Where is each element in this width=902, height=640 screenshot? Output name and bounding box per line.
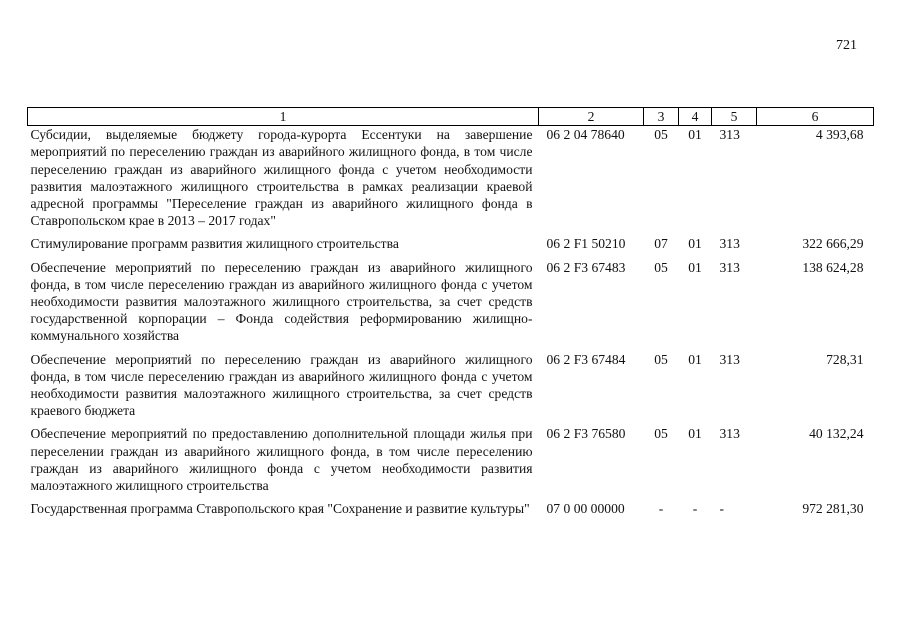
row-col4: 01: [688, 127, 702, 143]
row-col4: -: [692, 501, 698, 517]
table-row: [28, 425, 874, 500]
row-amount: 40 132,24: [809, 426, 864, 442]
row-col5: 313: [719, 351, 740, 367]
row-col3: 05: [654, 351, 668, 367]
row-col3: -: [658, 501, 664, 517]
column-header-1: 1: [28, 108, 539, 126]
row-col5: -: [719, 501, 725, 517]
row-name: Стимулирование программ развития жилищного строительства: [30, 236, 399, 252]
table-row: [28, 351, 874, 426]
row-col5: 313: [719, 426, 740, 442]
row-amount: 4 393,68: [815, 127, 864, 143]
row-col5: 313: [719, 236, 740, 252]
row-col4: 01: [688, 236, 702, 252]
row-amount: 972 281,30: [802, 501, 864, 517]
row-code: 06 2 04 78640: [546, 127, 625, 143]
table-row: [28, 235, 874, 258]
table-row: [28, 259, 874, 351]
column-header-5: 5: [712, 108, 757, 126]
row-name: Субсидии, выделяемые бюджету города-курорта Ессентуки на завершение мероприятий по переселению граждан из аварийного жилищного фонда, в том числе переселению граждан из аварийного жилищного фонда с учетом необходимости развития малоэтажного жилищного строительства в рамках реализации краевой адресной программы "Переселение граждан из аварийного жилищного фонда в Ставропольском крае в 2013 – 2017 годах": [30, 127, 533, 229]
row-col4: 01: [688, 259, 702, 275]
row-col3: 05: [654, 426, 668, 442]
row-amount: 138 624,28: [802, 259, 864, 275]
table-row: [28, 126, 874, 236]
row-code: 06 2 F3 67484: [546, 351, 626, 367]
column-header-4: 4: [679, 108, 712, 126]
row-name: Обеспечение мероприятий по переселению граждан из аварийного жилищного фонда, в том числе переселению граждан из аварийного жилищного фонда с учетом необходимости развития малоэтажного жилищного строительства, за счет средств государственной корпорации – Фонда содействия реформированию жилищно-коммунального хозяйства: [30, 259, 533, 344]
column-header-2: 2: [539, 108, 644, 126]
budget-table: [27, 107, 874, 523]
row-col3: 05: [654, 259, 668, 275]
column-header-3: 3: [644, 108, 679, 126]
row-col5: 313: [719, 259, 740, 275]
row-name: Обеспечение мероприятий по переселению граждан из аварийного жилищного фонда, в том числе переселению граждан из аварийного жилищного фонда с учетом необходимости развития малоэтажного жилищного строительства, за счет средств краевого бюджета: [30, 351, 533, 419]
row-col3: 05: [654, 127, 668, 143]
table-row: [28, 500, 874, 523]
row-code: 06 2 F1 50210: [546, 236, 626, 252]
row-col4: 01: [688, 426, 702, 442]
row-col5: 313: [719, 127, 740, 143]
row-col4: 01: [688, 351, 702, 367]
page-number: 721: [836, 38, 857, 53]
table-header-row: [28, 108, 874, 126]
row-col3: 07: [654, 236, 668, 252]
row-amount: 728,31: [826, 351, 864, 367]
row-code: 06 2 F3 76580: [546, 426, 626, 442]
column-header-6: 6: [757, 108, 874, 126]
row-name: Государственная программа Ставропольского края "Сохранение и развитие культуры": [30, 501, 530, 517]
row-amount: 322 666,29: [802, 236, 864, 252]
row-name: Обеспечение мероприятий по предоставлению дополнительной площади жилья при переселении граждан из аварийного жилищного фонда, в том числе переселению граждан из аварийного жилищного фонда с учетом необходимости развития малоэтажного жилищного строительства: [30, 426, 533, 494]
row-code: 07 0 00 00000: [546, 501, 625, 517]
row-code: 06 2 F3 67483: [546, 259, 626, 275]
